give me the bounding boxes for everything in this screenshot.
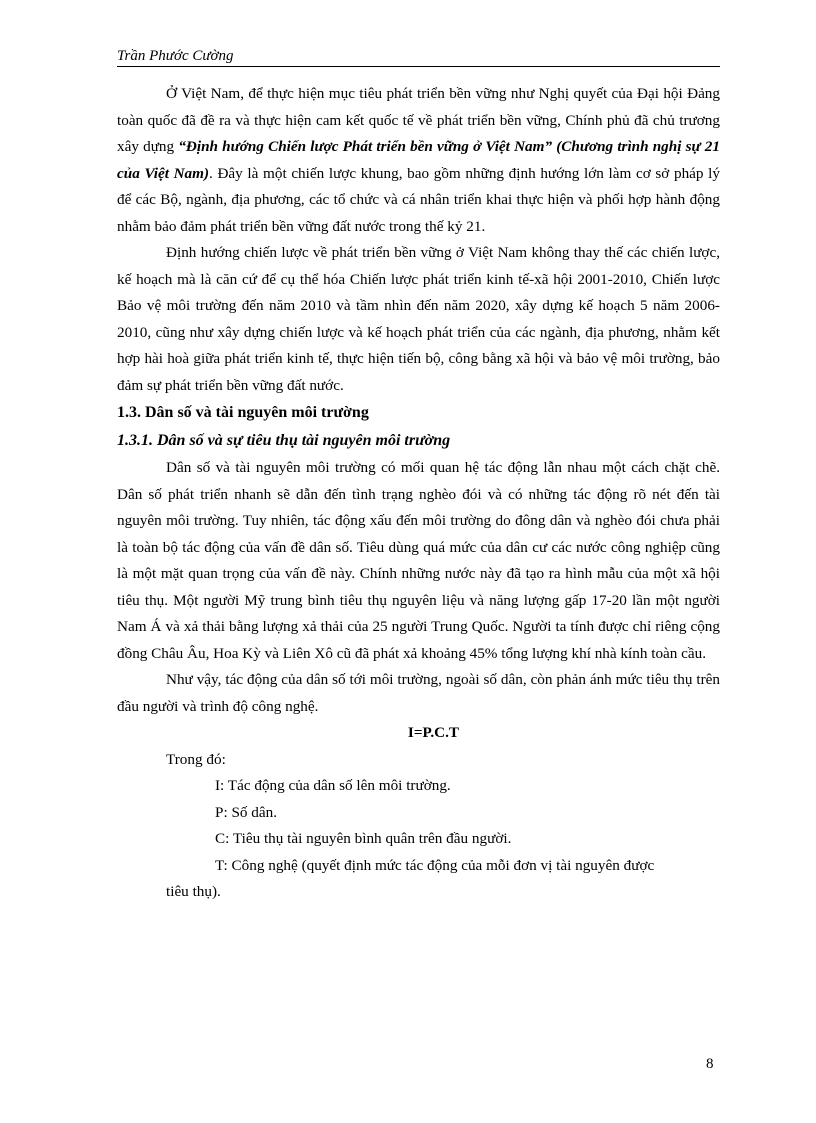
paragraph-strategy-intro-text: Ở Việt Nam, để thực hiện mục tiêu phát triển bền vững như Nghị quyết của Đại hội Đảng toàn quốc đã đề ra và thực hiện cam kết quốc tế về phát triển bền vững, Chính phủ đã chủ trương xây dựng	[117, 85, 720, 155]
paragraph-strategy-intro-rest: . Đây là một chiến lược khung, bao gồm những định hướng lớn làm cơ sở pháp lý để các Bộ, ngành, địa phương, các tổ chức và cá nhân triển khai thực hiện và phối hợp hành động nhằm bảo đảm phát triển bền vững đất nước trong thế kỷ 21.	[117, 164, 720, 235]
paragraph-population-impact: Như vậy, tác động của dân số tới môi trường, ngoài số dân, còn phản ánh mức tiêu thụ trên đầu người và trình độ công nghệ.	[117, 671, 720, 715]
subsection-heading: 1.3.1. Dân số và sự tiêu thụ tài nguyên môi trường	[117, 432, 451, 449]
formula-ipct: I=P.C.T	[407, 724, 460, 741]
page-number: 8	[706, 1056, 714, 1072]
definition-t-continuation: tiêu thụ).	[166, 883, 221, 900]
paragraph-strategy-intro	[117, 81, 720, 240]
formula-where-label: Trong đó:	[166, 750, 226, 768]
paragraph-population-consumption: Dân số và tài nguyên môi trường có mối quan hệ tác động lẫn nhau một cách chặt chẽ. Dân số phát triển nhanh sẽ dẫn đến tình trạng nghèo đói và có những tác động rõ nét đến tài nguyên môi trường. Tuy nhiên, tác động xấu đến môi trường do đông dân và nghèo đói chưa phải là toàn bộ tác động của vấn đề dân số. Tiêu dùng quá mức của dân cư các nước công nghiệp cũng là một mặt quan trọng của vấn đề này. Chính những nước này đã tạo ra hình mẫu của một xã hội tiêu thụ. Một người Mỹ trung bình tiêu thụ nguyên liệu và năng lượng gấp 17-20 lần một người Nam Á và xả thải bằng lượng xả thải của 25 người Trung Quốc. Người ta tính được chỉ riêng cộng đồng Châu Âu, Hoa Kỳ và Liên Xô cũ đã phát xả khoảng 45% tổng lượng khí nhà kính toàn cầu.	[117, 459, 720, 662]
definition-t-first-line: T: Công nghệ (quyết định mức tác động của mỗi đơn vị tài nguyên được	[215, 856, 655, 874]
running-header-author: Trần Phước Cường	[117, 48, 234, 64]
header-rule	[117, 66, 720, 67]
section-heading: 1.3. Dân số và tài nguyên môi trường	[117, 404, 369, 421]
definition-t	[117, 853, 720, 906]
definition-p: P: Số dân.	[215, 803, 278, 821]
strategy-title-emphasis: “Định hướng Chiến lược Phát triển bền vững ở Việt Nam” (Chương trình nghị sự 21 của Việt Nam)	[117, 138, 720, 182]
page-content	[117, 81, 720, 906]
definition-c: C: Tiêu thụ tài nguyên bình quân trên đầu người.	[215, 830, 512, 847]
paragraph-strategy-scope: Định hướng chiến lược về phát triển bền vững ở Việt Nam không thay thế các chiến lược, kế hoạch mà là căn cứ để cụ thể hóa Chiến lược phát triển kinh tế-xã hội 2001-2010, Chiến lược Bảo vệ môi trường đến năm 2010 và tầm nhìn đến năm 2020, xây dựng kế hoạch 5 năm 2006-2010, cũng như xây dựng chiến lược và kế hoạch phát triển của các ngành, địa phương, nhằm kết hợp hài hoà giữa phát triển kinh tế, thực hiện tiến bộ, công bằng xã hội và bảo vệ môi trường, bảo đảm sự phát triển bền vững đất nước.	[117, 244, 720, 394]
definition-i: I: Tác động của dân số lên môi trường.	[215, 777, 451, 794]
